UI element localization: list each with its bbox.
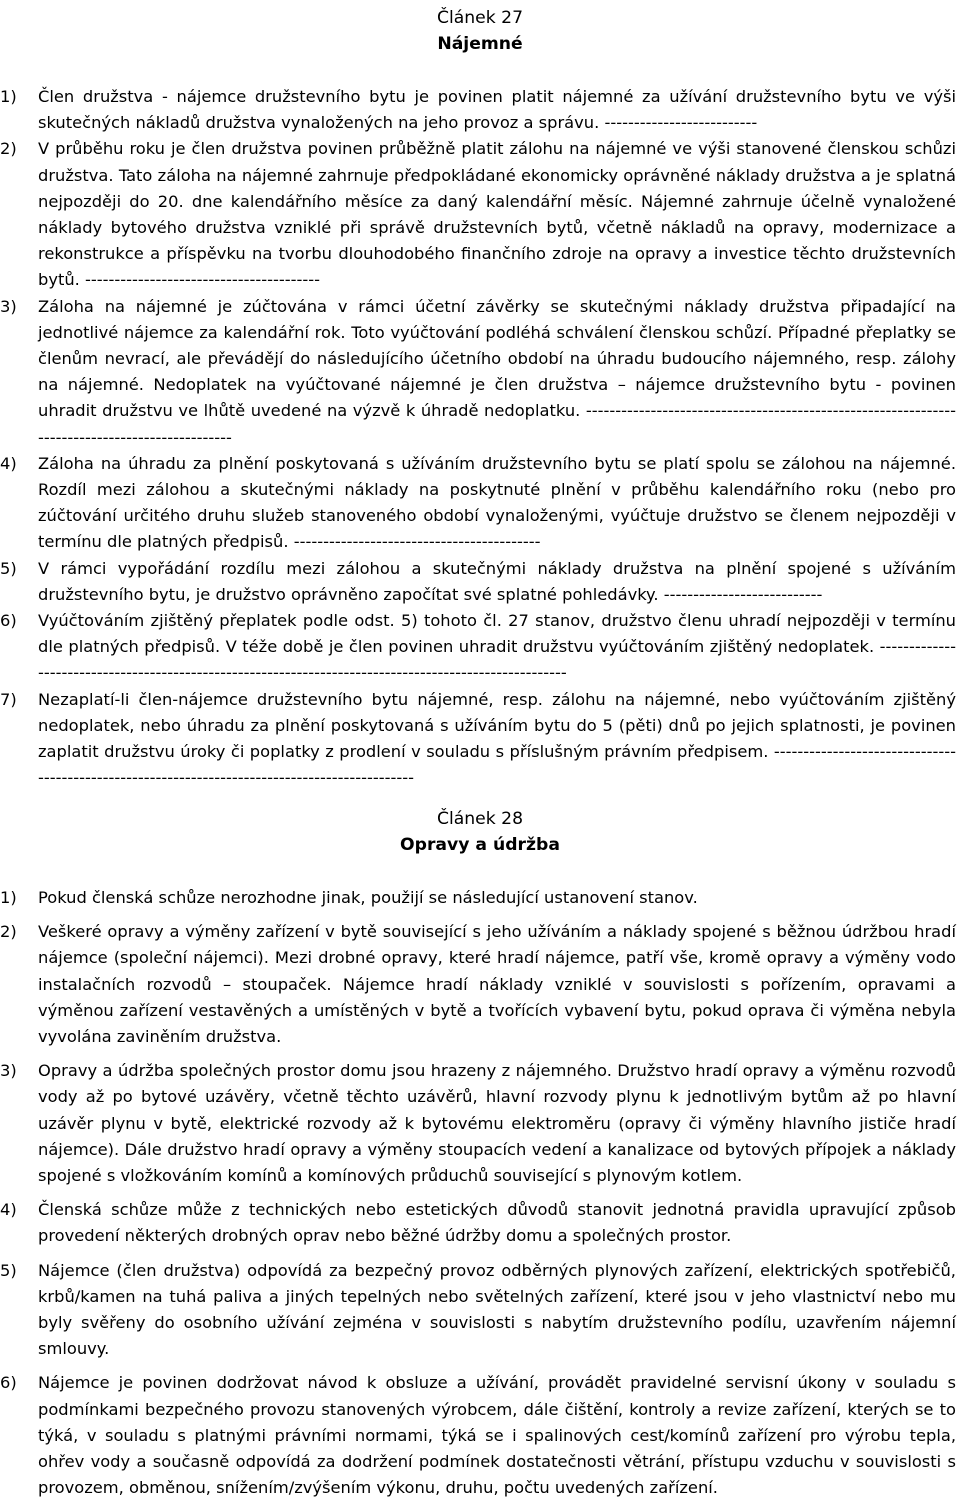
paragraph-text: V průběhu roku je člen družstva povinen průběžně platit zálohu na nájemné ve výši stanovené členskou schůzi družstva. Tato záloha na nájemné zahrnuje předpokládané ekonomicky oprávněné náklady družstva a je splatná nejpozději do 20. dne kalendářního měsíce za daný kalendářní měsíc. Nájemné zahrnuje účelně vynaložené náklady bytového družstva vzniklé při správě družstevních bytů, včetně nákladů na opravy, modernizace a rekonstrukce a příspěvku na tvorbu dlouhodobého finančního zdroje na opravy a investice těchto družstevních bytů. ----------------------------------------: [38, 139, 956, 290]
article-number: Článek 27: [436, 8, 524, 28]
paragraph-text: Veškeré opravy a výměny zařízení v bytě související s jeho užíváním a náklady spojené s běžnou údržbou hradí nájemce (společní nájemci). Mezi drobné opravy, které hradí nájemce, patří vše, kromě opravy a výměny vodo instalačních rozvodů – stoupaček. Nájemce hradí náklady vzniklé v souvislosti s pořízením, opravami a výměnou zařízení vestavěných a umístěných v bytě a tvořících vybavení bytu, pokud oprava či výměna nebyla vyvolána zaviněním družstva.: [38, 922, 956, 1047]
article-28-paragraphs: [0, 885, 960, 1501]
paragraph-5: [0, 1258, 960, 1363]
paragraph-number: 7): [0, 689, 17, 709]
paragraph-number: 6): [0, 1373, 17, 1393]
paragraph-1: [0, 885, 960, 911]
paragraph-4: [0, 451, 960, 556]
paragraph-number: 2): [0, 922, 17, 942]
paragraph-5: [0, 556, 960, 608]
paragraph-6: [0, 1370, 960, 1501]
paragraph-number: 5): [0, 558, 17, 578]
paragraph-number: 1): [0, 87, 17, 106]
paragraph-text: Členská schůze může z technických nebo estetických důvodů stanovit jednotná pravidla upravující způsob provedení některých drobných oprav nebo běžné údržby domu a společných prostor.: [38, 1200, 956, 1246]
paragraph-text: Záloha na úhradu za plnění poskytovaná s užíváním družstevního bytu se platí spolu se zálohou na nájemné. Rozdíl mezi zálohou a skutečnými náklady na poskytnuté plnění v průběhu kalendářního roku (nebo pro zúčtování určitého druhu služeb stanoveného období vynaloženými, vyúčtuje družstvo se členem nejpozději v termínu dle platných předpisů. ------------------------------------------: [38, 453, 956, 552]
paragraph-number: 2): [0, 139, 17, 159]
paragraph-number: 4): [0, 453, 17, 473]
paragraph-text: Nájemce (člen družstva) odpovídá za bezpečný provoz odběrných plynových zařízení, elektrických spotřebičů, krbů/kamen na tuhá paliva a jiných tepelných nebo světelných zařízení, které jsou v jeho vlastnictví nebo mu byly svěřeny do osobního užívání zejména v souvislosti s nabytím družstevního podílu, uzavřením nájemní smlouvy.: [38, 1260, 956, 1359]
article-28: [0, 806, 960, 1498]
paragraph-2: [0, 919, 960, 1050]
paragraph-number: 5): [0, 1260, 17, 1280]
article-27-heading: [0, 5, 960, 57]
paragraph-7: [0, 687, 960, 792]
paragraph-text: Vyúčtováním zjištěný přeplatek podle odst. 5) tohoto čl. 27 stanov, družstvo členu uhradí nejpozději v termínu dle platných předpisů. V téže době je člen povinen uhradit družstvu vyúčtováním zjištěný nedoplatek. -------------------------------------------------------------------------------------------------------: [38, 611, 956, 683]
paragraph-3: [0, 294, 960, 451]
paragraph-text: Člen družstva - nájemce družstevního bytu je povinen platit nájemné za užívání družstevního bytu ve výši skutečných nákladů družstva vynaložených na jeho provoz a správu. --------------------------: [38, 87, 956, 133]
paragraph-text: Opravy a údržba společných prostor domu jsou hrazeny z nájemného. Družstvo hradí opravy a výměnu rozvodů vody až po bytové uzávěry, včetně těchto uzávěrů, hlavní rozvody plynu k jednotlivým bytům až po hlavní uzávěr plynu v bytě, elektrické rozvody až k bytovému elektroměru (opravy či výměny hlavního jističe hradí nájemce). Dále družstvo hradí opravy a výměny stoupacích vedení a kanalizace od bytových přípojek a náklady spojené s vložkováním komínů a komínových průduchů související s plynovým kotlem.: [38, 1061, 956, 1186]
article-number: Článek 28: [436, 809, 524, 829]
paragraph-text: V rámci vypořádání rozdílu mezi zálohou a skutečnými náklady družstva na plnění spojené s užíváním družstevního bytu, je družstvo oprávněno započítat své splatné pohledávky. ---------------------------: [38, 558, 956, 604]
paragraph-text: Pokud členská schůze nerozhodne jinak, použijí se následující ustanovení stanov.: [38, 888, 698, 907]
paragraph-text: Nezaplatí-li člen-nájemce družstevního bytu nájemné, resp. zálohu na nájemné, nebo vyúčtováním zjištěný nedoplatek, nebo úhradu za plnění poskytovaná s užíváním bytu do 5 (pěti) dnů po jejich splatnosti, je povinen zaplatit družstvu úroky či poplatky z prodlení v souladu s příslušným právním předpisem. -----------------------------------------------------------------------------------------------: [38, 689, 956, 788]
paragraph-number: 3): [0, 296, 17, 316]
paragraph-6: [0, 608, 960, 687]
paragraph-4: [0, 1197, 960, 1249]
article-27-paragraphs: [0, 84, 960, 791]
paragraph-2: [0, 136, 960, 293]
paragraph-1: [0, 84, 960, 136]
paragraph-number: 3): [0, 1061, 17, 1081]
article-28-heading: [0, 806, 960, 858]
article-title: Nájemné: [437, 34, 523, 54]
paragraph-text: Nájemce je povinen dodržovat návod k obsluze a užívání, provádět pravidelné servisní úkony v souladu s podmínkami bezpečného provozu stanovených výrobcem, dále čištění, kontroly a revize zařízení, kterých se to týká, v souladu s platnými právními normami, týká se i spalinových cest/komínů zařízení pro výrobu tepla, ohřev vody a současně odpovídá za dodržení podmínek dostatečnosti větrání, přístupu vzduchu v souvislosti s provozem, obměnou, snížením/zvýšením výkonu, druhu, počtu uvedených zařízení.: [38, 1373, 956, 1498]
article-title: Opravy a údržba: [400, 835, 560, 855]
paragraph-number: 6): [0, 611, 17, 631]
paragraph-number: 4): [0, 1200, 17, 1220]
paragraph-number: 1): [0, 888, 17, 907]
paragraph-3: [0, 1058, 960, 1189]
article-27: [0, 5, 960, 788]
paragraph-text: Záloha na nájemné je zúčtována v rámci účetní závěrky se skutečnými náklady družstva připadající na jednotlivé nájemce za kalendářní rok. Toto vyúčtování podléhá schválení členskou schůzí. Případné přeplatky se členům nevrací, ale převádějí do následujícího účetního období na úhradu budoucího nájemného, resp. zálohy na nájemné. Nedoplatek na vyúčtované nájemné je člen družstva – nájemce družstevního bytu - povinen uhradit družstvu ve lhůtě uvedené na výzvě k úhradě nedoplatku. ------------------------------------------------------------------------------------------------: [38, 296, 956, 447]
